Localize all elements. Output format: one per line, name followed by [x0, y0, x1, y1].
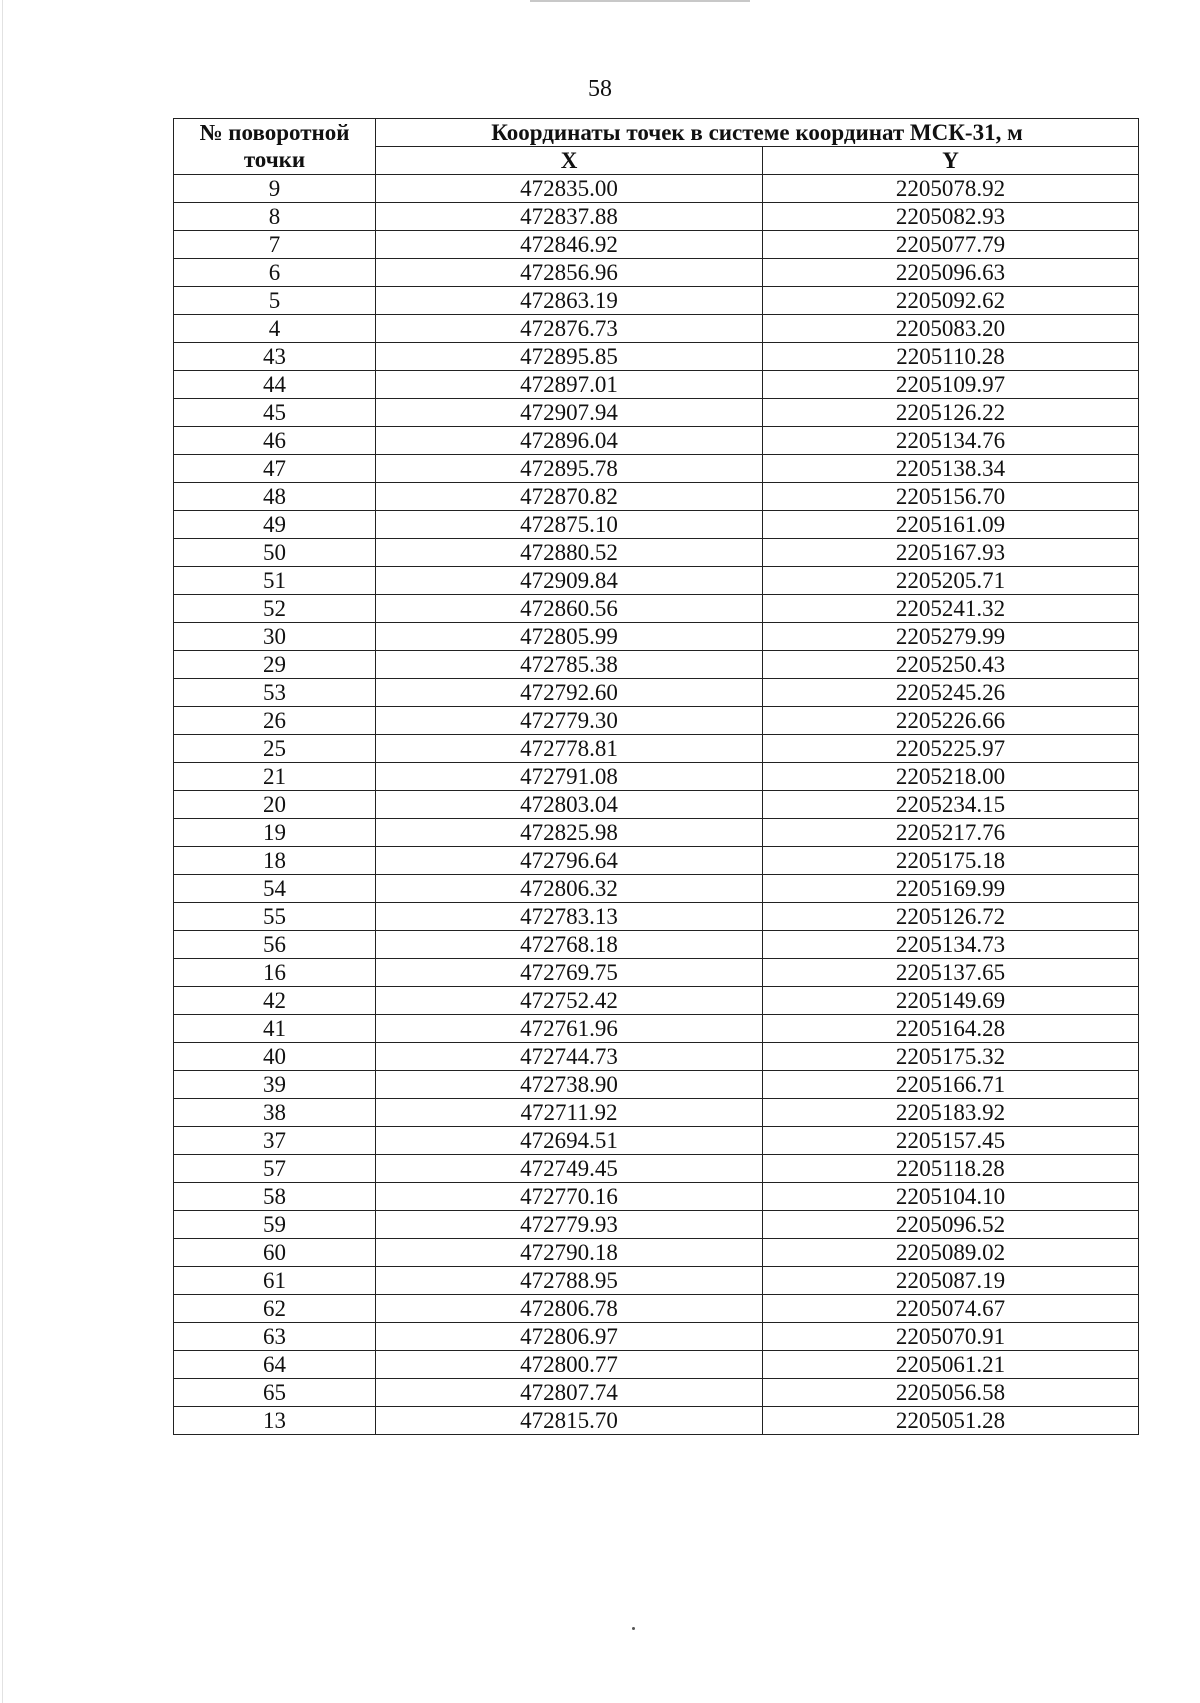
table-row — [174, 1211, 1139, 1239]
point-number-cell: 19 — [174, 819, 376, 847]
table-row — [174, 343, 1139, 371]
x-coordinate-cell: 472792.60 — [376, 679, 763, 707]
x-coordinate-cell: 472785.38 — [376, 651, 763, 679]
x-coordinate-cell: 472880.52 — [376, 539, 763, 567]
x-coordinate-cell: 472896.04 — [376, 427, 763, 455]
point-number-cell: 5 — [174, 287, 376, 315]
x-coordinate-cell: 472796.64 — [376, 847, 763, 875]
point-number-cell: 39 — [174, 1071, 376, 1099]
table-row — [174, 1323, 1139, 1351]
point-number-cell: 41 — [174, 1015, 376, 1043]
table-body — [174, 175, 1139, 1435]
point-number-cell: 47 — [174, 455, 376, 483]
y-coordinate-cell: 2205109.97 — [763, 371, 1139, 399]
point-number-cell: 54 — [174, 875, 376, 903]
point-number-cell: 38 — [174, 1099, 376, 1127]
table-row — [174, 371, 1139, 399]
y-coordinate-cell: 2205156.70 — [763, 483, 1139, 511]
x-coordinate-cell: 472779.30 — [376, 707, 763, 735]
x-coordinate-cell: 472711.92 — [376, 1099, 763, 1127]
y-coordinate-cell: 2205089.02 — [763, 1239, 1139, 1267]
y-coordinate-cell: 2205226.66 — [763, 707, 1139, 735]
table-row — [174, 455, 1139, 483]
point-number-cell: 60 — [174, 1239, 376, 1267]
y-coordinate-cell: 2205110.28 — [763, 343, 1139, 371]
x-coordinate-cell: 472815.70 — [376, 1407, 763, 1435]
y-coordinate-cell: 2205183.92 — [763, 1099, 1139, 1127]
x-coordinate-cell: 472788.95 — [376, 1267, 763, 1295]
table-row — [174, 987, 1139, 1015]
y-coordinate-cell: 2205051.28 — [763, 1407, 1139, 1435]
y-coordinate-cell: 2205166.71 — [763, 1071, 1139, 1099]
x-coordinate-cell: 472876.73 — [376, 315, 763, 343]
table-row — [174, 1407, 1139, 1435]
table-row — [174, 1351, 1139, 1379]
table-row — [174, 567, 1139, 595]
table-row — [174, 1071, 1139, 1099]
y-coordinate-cell: 2205077.79 — [763, 231, 1139, 259]
page-number: 58 — [588, 76, 612, 102]
x-coordinate-cell: 472909.84 — [376, 567, 763, 595]
x-coordinate-cell: 472856.96 — [376, 259, 763, 287]
point-number-cell: 4 — [174, 315, 376, 343]
point-number-cell: 7 — [174, 231, 376, 259]
x-coordinate-cell: 472863.19 — [376, 287, 763, 315]
y-coordinate-cell: 2205118.28 — [763, 1155, 1139, 1183]
table-row — [174, 595, 1139, 623]
x-coordinate-cell: 472806.78 — [376, 1295, 763, 1323]
x-coordinate-cell: 472778.81 — [376, 735, 763, 763]
point-number-cell: 45 — [174, 399, 376, 427]
y-coordinate-cell: 2205126.22 — [763, 399, 1139, 427]
x-coordinate-cell: 472846.92 — [376, 231, 763, 259]
point-number-cell: 29 — [174, 651, 376, 679]
point-number-cell: 56 — [174, 931, 376, 959]
table-row — [174, 1155, 1139, 1183]
y-coordinate-cell: 2205137.65 — [763, 959, 1139, 987]
y-coordinate-cell: 2205245.26 — [763, 679, 1139, 707]
point-number-cell: 43 — [174, 343, 376, 371]
point-number-cell: 9 — [174, 175, 376, 203]
point-number-cell: 13 — [174, 1407, 376, 1435]
table-row — [174, 623, 1139, 651]
x-column-header: X — [376, 147, 763, 175]
y-coordinate-cell: 2205175.32 — [763, 1043, 1139, 1071]
y-coordinate-cell: 2205250.43 — [763, 651, 1139, 679]
point-number-cell: 63 — [174, 1323, 376, 1351]
y-coordinate-cell: 2205082.93 — [763, 203, 1139, 231]
table-row — [174, 1127, 1139, 1155]
y-coordinate-cell: 2205134.76 — [763, 427, 1139, 455]
point-number-cell: 52 — [174, 595, 376, 623]
point-number-cell: 55 — [174, 903, 376, 931]
x-coordinate-cell: 472803.04 — [376, 791, 763, 819]
table-row — [174, 1267, 1139, 1295]
x-coordinate-cell: 472752.42 — [376, 987, 763, 1015]
y-coordinate-cell: 2205056.58 — [763, 1379, 1139, 1407]
y-coordinate-cell: 2205083.20 — [763, 315, 1139, 343]
x-coordinate-cell: 472783.13 — [376, 903, 763, 931]
table-row — [174, 903, 1139, 931]
y-coordinate-cell: 2205092.62 — [763, 287, 1139, 315]
table-row — [174, 679, 1139, 707]
header-row-1 — [174, 119, 1139, 147]
y-coordinate-cell: 2205087.19 — [763, 1267, 1139, 1295]
point-number-cell: 21 — [174, 763, 376, 791]
table-row — [174, 1183, 1139, 1211]
point-number-cell: 49 — [174, 511, 376, 539]
table-row — [174, 931, 1139, 959]
table-row — [174, 539, 1139, 567]
table-row — [174, 763, 1139, 791]
table-row — [174, 1239, 1139, 1267]
x-coordinate-cell: 472694.51 — [376, 1127, 763, 1155]
point-number-cell: 20 — [174, 791, 376, 819]
x-coordinate-cell: 472895.78 — [376, 455, 763, 483]
point-number-header-line2: точки — [243, 147, 306, 172]
y-coordinate-cell: 2205149.69 — [763, 987, 1139, 1015]
point-number-cell: 57 — [174, 1155, 376, 1183]
table-row — [174, 231, 1139, 259]
point-number-cell: 65 — [174, 1379, 376, 1407]
y-coordinate-cell: 2205157.45 — [763, 1127, 1139, 1155]
x-coordinate-cell: 472738.90 — [376, 1071, 763, 1099]
y-coordinate-cell: 2205096.63 — [763, 259, 1139, 287]
table-row — [174, 1295, 1139, 1323]
x-coordinate-cell: 472860.56 — [376, 595, 763, 623]
point-number-cell: 42 — [174, 987, 376, 1015]
table-row — [174, 1015, 1139, 1043]
x-coordinate-cell: 472770.16 — [376, 1183, 763, 1211]
table-row — [174, 483, 1139, 511]
y-coordinate-cell: 2205225.97 — [763, 735, 1139, 763]
y-coordinate-cell: 2205167.93 — [763, 539, 1139, 567]
table-row — [174, 1379, 1139, 1407]
table-row — [174, 847, 1139, 875]
point-number-cell: 16 — [174, 959, 376, 987]
y-coordinate-cell: 2205169.99 — [763, 875, 1139, 903]
point-number-cell: 18 — [174, 847, 376, 875]
table-row — [174, 427, 1139, 455]
x-coordinate-cell: 472749.45 — [376, 1155, 763, 1183]
point-number-cell: 8 — [174, 203, 376, 231]
y-coordinate-cell: 2205061.21 — [763, 1351, 1139, 1379]
x-coordinate-cell: 472835.00 — [376, 175, 763, 203]
point-number-cell: 50 — [174, 539, 376, 567]
y-coordinate-cell: 2205104.10 — [763, 1183, 1139, 1211]
point-number-cell: 30 — [174, 623, 376, 651]
table-row — [174, 511, 1139, 539]
point-number-cell: 37 — [174, 1127, 376, 1155]
point-number-cell: 61 — [174, 1267, 376, 1295]
x-coordinate-cell: 472907.94 — [376, 399, 763, 427]
point-number-cell: 64 — [174, 1351, 376, 1379]
point-number-cell: 40 — [174, 1043, 376, 1071]
point-number-cell: 25 — [174, 735, 376, 763]
y-coordinate-cell: 2205161.09 — [763, 511, 1139, 539]
point-number-header — [174, 119, 376, 175]
point-number-cell: 44 — [174, 371, 376, 399]
table-row — [174, 1099, 1139, 1127]
x-coordinate-cell: 472837.88 — [376, 203, 763, 231]
x-coordinate-cell: 472895.85 — [376, 343, 763, 371]
coordinates-group-header: Координаты точек в системе координат МСК-31, м — [376, 119, 1139, 147]
y-coordinate-cell: 2205217.76 — [763, 819, 1139, 847]
y-coordinate-cell: 2205134.73 — [763, 931, 1139, 959]
x-coordinate-cell: 472744.73 — [376, 1043, 763, 1071]
x-coordinate-cell: 472779.93 — [376, 1211, 763, 1239]
table-row — [174, 399, 1139, 427]
coordinates-table — [173, 118, 1139, 1435]
y-coordinate-cell: 2205078.92 — [763, 175, 1139, 203]
point-number-cell: 26 — [174, 707, 376, 735]
y-coordinate-cell: 2205096.52 — [763, 1211, 1139, 1239]
x-coordinate-cell: 472870.82 — [376, 483, 763, 511]
point-number-cell: 59 — [174, 1211, 376, 1239]
point-number-cell: 46 — [174, 427, 376, 455]
y-coordinate-cell: 2205279.99 — [763, 623, 1139, 651]
point-number-cell: 62 — [174, 1295, 376, 1323]
y-coordinate-cell: 2205218.00 — [763, 763, 1139, 791]
x-coordinate-cell: 472825.98 — [376, 819, 763, 847]
table-row — [174, 175, 1139, 203]
table-row — [174, 259, 1139, 287]
x-coordinate-cell: 472805.99 — [376, 623, 763, 651]
point-number-cell: 6 — [174, 259, 376, 287]
y-coordinate-cell: 2205234.15 — [763, 791, 1139, 819]
x-coordinate-cell: 472791.08 — [376, 763, 763, 791]
table-row — [174, 959, 1139, 987]
y-coordinate-cell: 2205138.34 — [763, 455, 1139, 483]
y-coordinate-cell: 2205074.67 — [763, 1295, 1139, 1323]
scan-artifact-left-edge — [2, 0, 3, 1703]
table-row — [174, 875, 1139, 903]
table-row — [174, 791, 1139, 819]
table-row — [174, 203, 1139, 231]
table-row — [174, 707, 1139, 735]
y-coordinate-cell: 2205070.91 — [763, 1323, 1139, 1351]
x-coordinate-cell: 472761.96 — [376, 1015, 763, 1043]
x-coordinate-cell: 472769.75 — [376, 959, 763, 987]
scan-artifact-top — [530, 0, 750, 2]
y-coordinate-cell: 2205241.32 — [763, 595, 1139, 623]
x-coordinate-cell: 472807.74 — [376, 1379, 763, 1407]
x-coordinate-cell: 472806.97 — [376, 1323, 763, 1351]
table-row — [174, 315, 1139, 343]
table-row — [174, 819, 1139, 847]
x-coordinate-cell: 472800.77 — [376, 1351, 763, 1379]
point-number-cell: 58 — [174, 1183, 376, 1211]
point-number-cell: 51 — [174, 567, 376, 595]
table-row — [174, 735, 1139, 763]
table-row — [174, 287, 1139, 315]
point-number-header-line1: № поворотной — [199, 120, 350, 145]
x-coordinate-cell: 472806.32 — [376, 875, 763, 903]
x-coordinate-cell: 472768.18 — [376, 931, 763, 959]
y-coordinate-cell: 2205205.71 — [763, 567, 1139, 595]
table-row — [174, 651, 1139, 679]
point-number-cell: 48 — [174, 483, 376, 511]
y-column-header: Y — [763, 147, 1139, 175]
y-coordinate-cell: 2205164.28 — [763, 1015, 1139, 1043]
x-coordinate-cell: 472875.10 — [376, 511, 763, 539]
y-coordinate-cell: 2205175.18 — [763, 847, 1139, 875]
y-coordinate-cell: 2205126.72 — [763, 903, 1139, 931]
scan-dot — [632, 1627, 635, 1630]
x-coordinate-cell: 472790.18 — [376, 1239, 763, 1267]
x-coordinate-cell: 472897.01 — [376, 371, 763, 399]
table-row — [174, 1043, 1139, 1071]
point-number-cell: 53 — [174, 679, 376, 707]
